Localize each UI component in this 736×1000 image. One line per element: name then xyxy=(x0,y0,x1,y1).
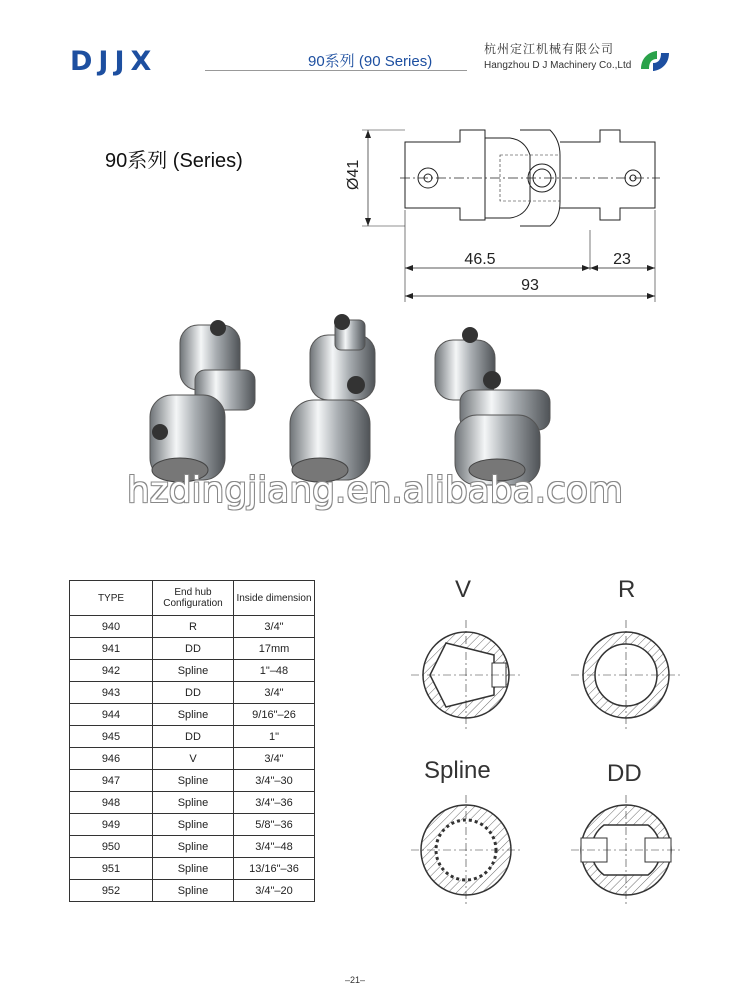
company-logo: DJJX xyxy=(70,46,158,77)
section-label-v: V xyxy=(455,576,472,603)
page-heading: 90系列 (Series) xyxy=(105,150,243,172)
section-label-dd: DD xyxy=(607,760,642,787)
cell-type: 948 xyxy=(70,792,153,814)
cell-dimension: 3/4" xyxy=(234,616,315,638)
cell-config: Spline xyxy=(153,770,234,792)
dimension-left: 46.5 xyxy=(464,251,496,268)
header-end-hub: End hub Configuration xyxy=(153,581,234,616)
section-label-spline: Spline xyxy=(424,757,491,784)
cell-config: DD xyxy=(153,726,234,748)
dimension-total: 93 xyxy=(521,277,539,294)
technical-drawing xyxy=(345,110,680,310)
section-spline-drawing xyxy=(406,790,526,910)
cell-type: 947 xyxy=(70,770,153,792)
company-name-cn: 杭州定江机械有限公司 xyxy=(484,42,615,56)
cell-type: 946 xyxy=(70,748,153,770)
cell-config: DD xyxy=(153,682,234,704)
cell-config: DD xyxy=(153,638,234,660)
company-name-en: Hangzhou D J Machinery Co.,Ltd xyxy=(484,60,632,71)
cell-dimension: 3/4"–30 xyxy=(234,770,315,792)
joint-2 xyxy=(290,314,375,482)
section-dd-drawing xyxy=(566,790,686,910)
cell-type: 945 xyxy=(70,726,153,748)
brand-mark-icon xyxy=(637,47,673,75)
series-title: 90系列 (90 Series) xyxy=(308,53,433,70)
cell-dimension: 5/8"–36 xyxy=(234,814,315,836)
joint-3 xyxy=(435,327,550,485)
table-row xyxy=(70,792,315,814)
cell-config: Spline xyxy=(153,858,234,880)
table-row xyxy=(70,682,315,704)
cell-config: Spline xyxy=(153,704,234,726)
section-r-drawing xyxy=(566,615,686,735)
header-type: TYPE xyxy=(70,581,153,616)
cell-type: 950 xyxy=(70,836,153,858)
table-row xyxy=(70,748,315,770)
cell-config: Spline xyxy=(153,792,234,814)
table-row xyxy=(70,770,315,792)
cell-dimension: 17mm xyxy=(234,638,315,660)
table-row xyxy=(70,726,315,748)
table-header-row xyxy=(70,581,315,616)
cell-dimension: 13/16"–36 xyxy=(234,858,315,880)
table-row xyxy=(70,704,315,726)
cell-type: 940 xyxy=(70,616,153,638)
cell-type: 952 xyxy=(70,880,153,902)
cell-config: Spline xyxy=(153,836,234,858)
cell-dimension: 3/4"–20 xyxy=(234,880,315,902)
table-row xyxy=(70,660,315,682)
cell-type: 942 xyxy=(70,660,153,682)
section-v-drawing xyxy=(406,615,526,735)
dimension-right: 23 xyxy=(613,251,631,268)
cell-type: 944 xyxy=(70,704,153,726)
table-row xyxy=(70,836,315,858)
cell-dimension: 1" xyxy=(234,726,315,748)
cell-dimension: 3/4" xyxy=(234,748,315,770)
cell-config: Spline xyxy=(153,660,234,682)
cell-dimension: 3/4"–48 xyxy=(234,836,315,858)
spec-table xyxy=(69,580,315,902)
cell-config: Spline xyxy=(153,880,234,902)
cell-config: Spline xyxy=(153,814,234,836)
cell-type: 949 xyxy=(70,814,153,836)
cell-type: 941 xyxy=(70,638,153,660)
cell-type: 951 xyxy=(70,858,153,880)
cell-dimension: 3/4"–36 xyxy=(234,792,315,814)
header-inside-dimension: Inside dimension xyxy=(234,581,315,616)
table-row xyxy=(70,880,315,902)
cell-type: 943 xyxy=(70,682,153,704)
watermark: hzdingjiang.en.alibaba.com xyxy=(126,470,624,511)
cell-dimension: 9/16"–26 xyxy=(234,704,315,726)
cell-dimension: 3/4" xyxy=(234,682,315,704)
diameter-dimension: Ø41 xyxy=(345,159,362,190)
table-row xyxy=(70,638,315,660)
table-row xyxy=(70,858,315,880)
table-row xyxy=(70,616,315,638)
joint-1 xyxy=(150,320,255,482)
cell-config: V xyxy=(153,748,234,770)
table-row xyxy=(70,814,315,836)
section-label-r: R xyxy=(618,576,636,603)
cell-dimension: 1"–48 xyxy=(234,660,315,682)
page-number: –21– xyxy=(345,975,366,985)
cell-config: R xyxy=(153,616,234,638)
